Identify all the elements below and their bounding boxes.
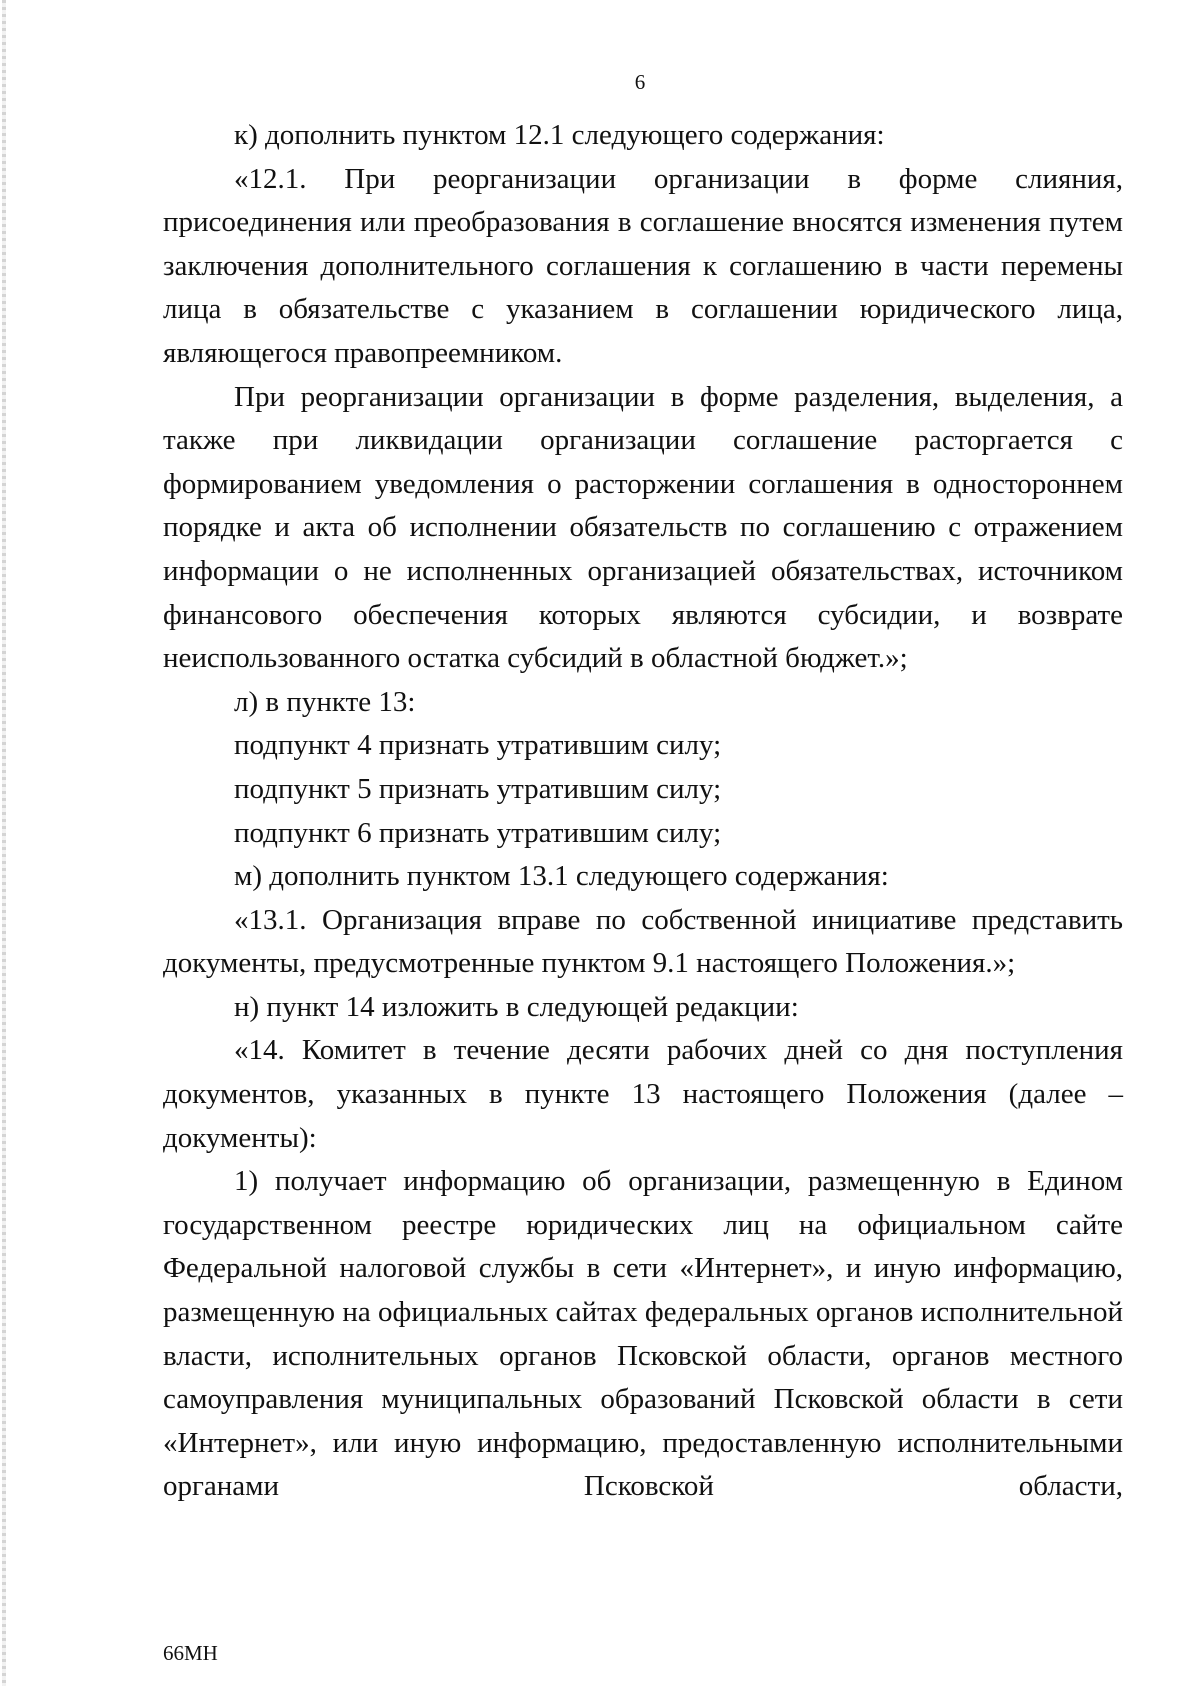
paragraph: При реорганизации организации в форме разделения, выделения, а также при ликвидации организации соглашение расторгается с формированием уведомления о расторжении соглашения в одностороннем порядке и акта об исполнении обязательств по соглашению с отражением информации о не исполненных организацией обязательствах, источником финансового обеспечения которых являются субсидии, и возврате неиспользованного остатка субсидий в областной бюджет.»; — [163, 380, 1123, 675]
paragraph: л) в пункте 13: — [234, 685, 416, 718]
paragraph: к) дополнить пунктом 12.1 следующего содержания: — [234, 119, 885, 151]
paragraph: «14. Комитет в течение десяти рабочих дней со дня поступления документов, указанных в пункте 13 настоящего Положения (далее – документы): — [163, 1034, 1123, 1154]
paragraph: «13.1. Организация вправе по собственной инициативе представить документы, предусмотренные пунктом 9.1 настоящего Положения.»; — [163, 903, 1123, 980]
paragraph: подпункт 4 признать утратившим силу; — [234, 729, 722, 762]
paragraph: «12.1. При реорганизации организации в форме слияния, присоединения или преобразования в соглашение вносятся изменения путем заключения дополнительного соглашения к соглашению в части перемены лица в обязательстве с указанием в соглашении юридического лица, являющегося правопреемником. — [163, 162, 1123, 369]
scan-edge-decoration — [2, 0, 6, 1686]
paragraph: н) пункт 14 изложить в следующей редакции: — [234, 990, 799, 1023]
paragraph: подпункт 5 признать утратившим силу; — [234, 772, 722, 805]
paragraph: 1) получает информацию об организации, размещенную в Едином государственном реестре юридических лиц на официальном сайте Федеральной налоговой службы в сети «Интернет», и иную информацию, размещенную на официальных сайтах федеральных органов исполнительной власти, исполнительных органов Псковской области, органов местного самоуправления муниципальных образований Псковской области в сети «Интернет», или иную информацию, предоставленную исполнительными органами Псковской области, — [163, 1165, 1123, 1503]
page-number: 6 — [634, 70, 646, 94]
footer-document-code: 66МН — [163, 1641, 218, 1665]
document-body — [163, 114, 1123, 1509]
paragraph: м) дополнить пунктом 13.1 следующего содержания: — [234, 860, 889, 893]
paragraph: подпункт 6 признать утратившим силу; — [234, 816, 722, 849]
